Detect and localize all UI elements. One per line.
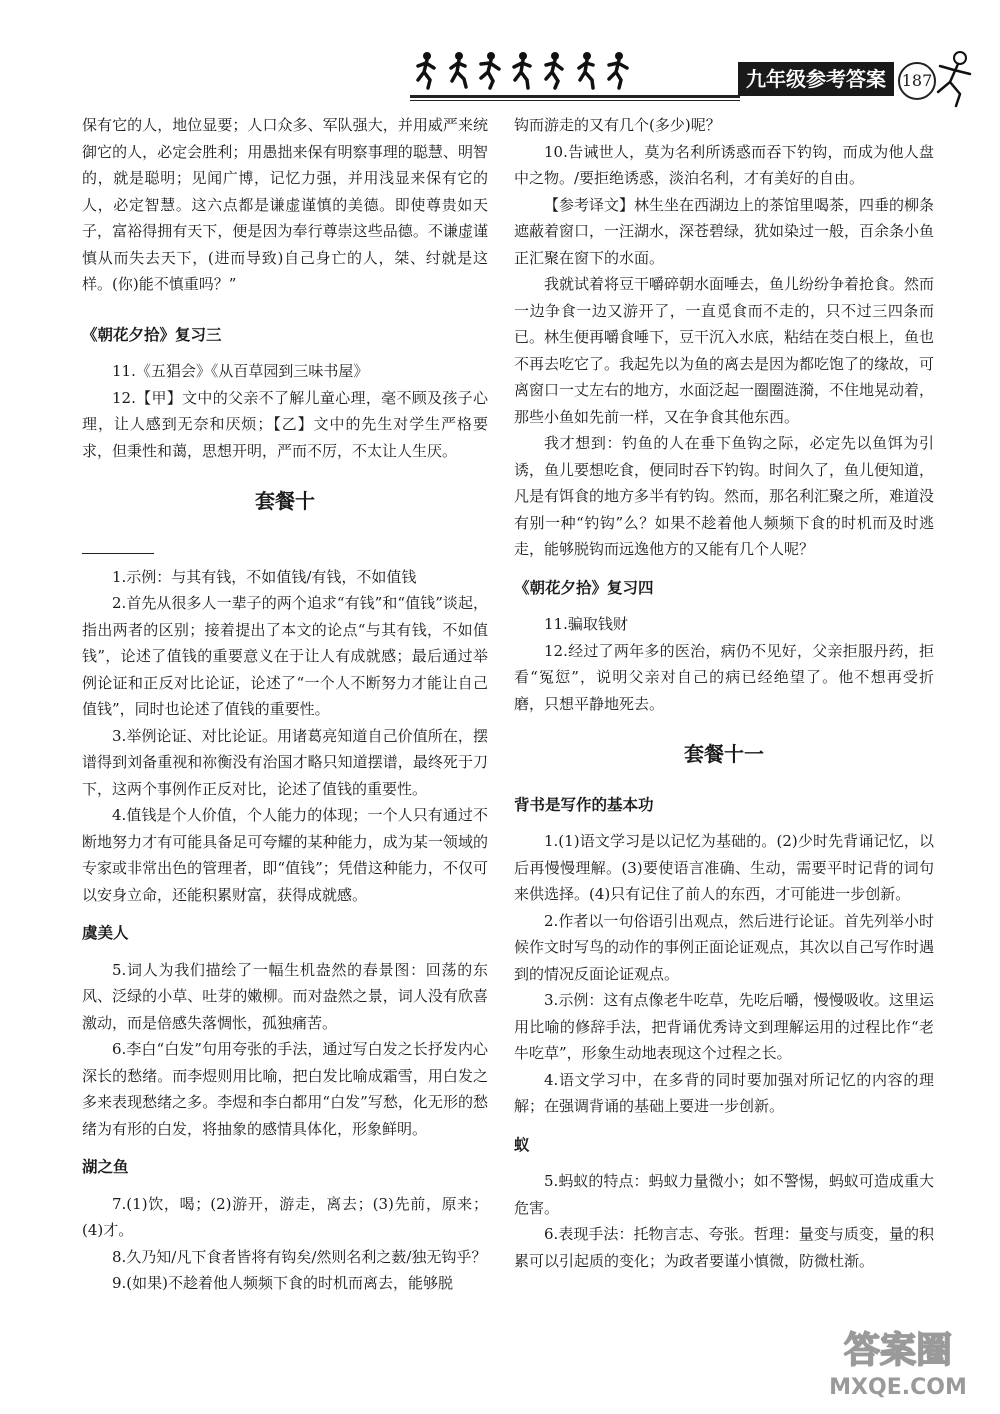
answer-item: 12.经过了两年多的医治，病仍不见好，父亲拒服丹药，拒看“冤愆”，说明父亲对自己的病已经绝望了。他不想再受折磨，只想平静地死去。 xyxy=(514,641,934,713)
answer-item: 4.值钱是个人价值，个人能力的体现；一个人只有通过不断地努力才有可能具备足可夸耀的某种能力，成为某一领域的专家或非常出色的管理者，即“值钱”；凭借这种能力，不仅可以安身立命，还能积累财富，获得成就感。 xyxy=(82,806,488,904)
answer-item: 11.骗取钱财 xyxy=(544,615,628,633)
answer-item: 12.【甲】文中的父亲不了解儿童心理，毫不顾及孩子心理，让人感到无奈和厌烦；【乙】文中的先生对学生严格要求，但秉性和蔼，思想开明，严而不厉，不太让人生厌。 xyxy=(82,388,488,460)
answer-item: 4.语文学习中，在多背的同时要加强对所记忆的内容的理解；在强调背诵的基础上要进一步创新。 xyxy=(514,1070,934,1115)
runners-decoration xyxy=(412,50,632,90)
answer-item: 9.(如果)不趁着他人频频下食的时机而离去，能够脱 xyxy=(112,1274,454,1292)
answer-item: 6.李白“白发”句用夸张的手法，通过写白发之长抒发内心深长的愁绪。而李煜则用比喻，把白发比喻成霜雪，用白发之多来表现愁绪之多。李煜和李白都用“白发”写愁，化无形的愁绪为有形的白发，将抽象的感情具体化，形象鲜明。 xyxy=(82,1040,488,1138)
answer-item: 1.示例：与其有钱，不如值钱/有钱，不如值钱 xyxy=(112,567,417,586)
answer-continuation: 钩而游走的又有几个(多少)呢？ xyxy=(514,116,721,134)
answer-item: 7.(1)饮，喝；(2)游开，游走，离去；(3)先前，原来；(4)才。 xyxy=(82,1194,488,1239)
answer-item: 1.(1)语文学习是以记忆为基础的。(2)少时先背诵记忆，以后再慢慢理解。(3)要使语言准确、生动，需要平时记背的词句来供选择。(4)只有记住了前人的东西，才可能进一步创新。 xyxy=(514,832,934,903)
set-title: 套餐十 xyxy=(255,489,315,513)
answer-item: 8.久乃知/凡下食者皆将有钩矣/然则名利之薮/独无钩乎？ xyxy=(112,1247,487,1266)
section-title: 虞美人 xyxy=(82,924,129,942)
left-column xyxy=(82,112,488,1297)
answer-item: 5.蚂蚁的特点：蚂蚁力量微小；如不警惕，蚂蚁可造成重大危害。 xyxy=(514,1172,934,1217)
runner-icon xyxy=(604,50,632,90)
translation-paragraph: 我就试着将豆干嚼碎朝水面唾去，鱼儿纷纷争着抢食。然而一边争食一边又游开了，一直觅食而不走的，只不过三四条而已。林生便再嚼食唾下，豆干沉入水底，粘结在茭白根上，鱼也不再去吃它了。我起先以为鱼的离去是因为都吃饱了的缘故，可离窗口一丈左右的地方，水面泛起一圈圈涟漪，不住地晃动着，那些小鱼如先前一样，又在争食其他东西。 xyxy=(514,275,935,426)
set-title: 套餐十一 xyxy=(684,742,764,766)
runner-icon xyxy=(444,50,472,90)
answer-item: 2.作者以一句俗语引出观点，然后进行论证。首先列举小时候作文时写鸟的动作的事例正面论证观点，其次以自己写作时遇到的情况反面论证观点。 xyxy=(514,911,935,983)
site-watermark-logo xyxy=(818,1318,978,1402)
page-header xyxy=(0,40,1000,110)
header-rule-thin xyxy=(410,100,740,101)
section-title: 湖之鱼 xyxy=(82,1158,129,1176)
section-title: 《朝花夕拾》复习四 xyxy=(514,578,654,597)
answer-item: 3.举例论证、对比论证。用诸葛亮知道自己价值所在，摆谱得到刘备重视和祢衡没有治国才略只知道摆谱，最终死于刀下，这两个事例作正反对比，论述了值钱的重要性。 xyxy=(82,726,488,798)
short-rule xyxy=(82,553,154,554)
header-rule xyxy=(410,95,740,98)
answer-item: 3.示例：这有点像老牛吃草，先吃后嚼，慢慢吸收。这里运用比喻的修辞手法，把背诵优秀诗文到理解运用的过程比作“老牛吃草”，形象生动地表现这个过程之长。 xyxy=(514,991,934,1062)
section-title: 蚁 xyxy=(514,1135,530,1154)
answer-item: 2.首先从很多人一辈子的两个追求“有钱”和“值钱”谈起，指出两者的区别；接着提出了本文的论点“与其有钱，不如值钱”，论述了值钱的重要意义在于让人有成就感；最后通过举例论证和正反对比论证，论述了“一个人不断努力才能让自己值钱”，同时也论述了值钱的重要性。 xyxy=(82,594,488,718)
translation-continuation: 保有它的人，地位显要；人口众多、军队强大，并用威严来统御它的人，必定会胜利；用愚拙来保有明察事理的聪慧、明智的，就是聪明；见闻广博，记忆力强，并用浅显来保有它的人，必定智慧。这六点都是谦虚谨慎的美德。即使尊贵如天子，富裕得拥有天下，便是因为奉行尊崇这些品德。不谦虚谨慎从而失去天下，(进而导致)自己身亡的人，桀、纣就是这样。(你)能不慎重吗？” xyxy=(82,116,488,293)
right-column xyxy=(514,112,934,1274)
answer-item: 11.《五猖会》《从百草园到三味书屋》 xyxy=(112,362,369,380)
runner-icon xyxy=(540,50,568,90)
runner-icon xyxy=(476,50,504,90)
section-title: 《朝花夕拾》复习三 xyxy=(82,325,222,344)
answer-item: 5.词人为我们描绘了一幅生机盎然的春景图：回荡的东风、泛绿的小草、吐芽的嫩柳。而对盎然之景，词人没有欣喜激动，而是倍感失落惆怅，孤独痛苦。 xyxy=(82,960,488,1032)
answer-item: 6.表现手法：托物言志、夸张。哲理：量变与质变，量的积累可以引起质的变化；为政者要谨小慎微，防微杜渐。 xyxy=(514,1225,934,1270)
translation-paragraph: 我才想到：钓鱼的人在垂下鱼钩之际，必定先以鱼饵为引诱，鱼儿要想吃食，便同时吞下钓钩。时间久了，鱼儿便知道，凡是有饵食的地方多半有钓钩。然而，那名利汇聚之所，难道没有别一种“钓钩”么？如果不趁着他人频频下食的时机而及时逃走，能够脱钩而远逸他方的又能有几个人呢？ xyxy=(514,434,935,558)
watermark-site-text: MXQE.COM xyxy=(829,1375,967,1400)
runner-icon xyxy=(572,50,600,90)
page-number: 187 xyxy=(898,62,936,100)
runner-icon xyxy=(508,50,536,90)
section-title: 背书是写作的基本功 xyxy=(514,795,654,814)
watermark-logo-text: 答案圈 xyxy=(843,1330,953,1371)
translation-paragraph: 【参考译文】林生坐在西湖边上的茶馆里喝茶，四垂的柳条遮蔽着窗口，一汪湖水，深苍碧绿，犹如染过一般，百余条小鱼正汇聚在窗下的水面。 xyxy=(514,195,935,267)
grade-label: 九年级参考答案 xyxy=(738,62,894,96)
runner-icon xyxy=(412,50,440,90)
runner-mascot-icon xyxy=(930,48,976,108)
answer-item: 10.告诫世人，莫为名利所诱惑而吞下钓钩，而成为他人盘中之物。/要拒绝诱惑，淡泊名利，才有美好的自由。 xyxy=(514,142,934,187)
